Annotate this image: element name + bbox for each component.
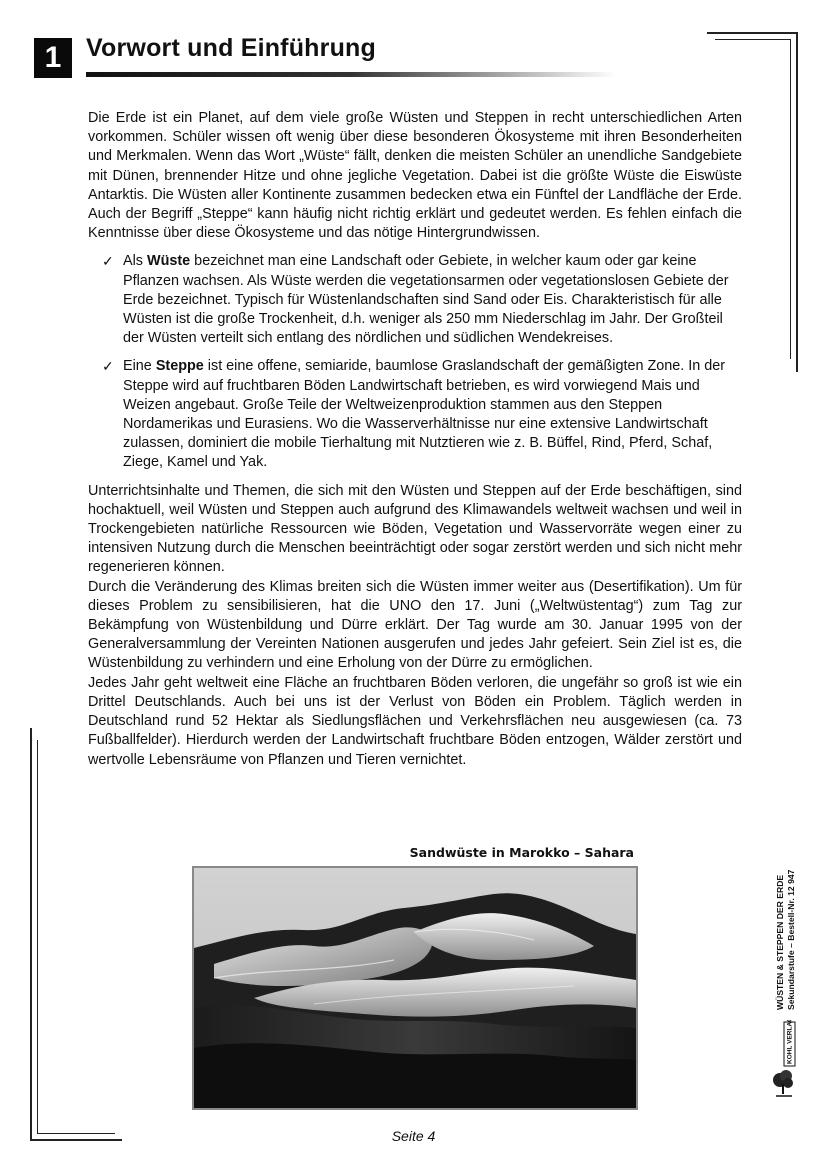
frame-top-right-horizontal-inner (715, 39, 791, 40)
checkmark-icon: ✓ (102, 358, 114, 375)
publisher-name: KOHL VERLAG (786, 1020, 794, 1064)
checkmark-icon: ✓ (102, 253, 114, 270)
publisher-logo (770, 1020, 800, 1100)
figure-caption: Sandwüste in Marokko – Sahara (409, 845, 634, 860)
desert-photo (192, 866, 638, 1110)
sidebar-imprint (775, 810, 797, 1010)
title-underline (86, 72, 616, 77)
definition-item-steppe (88, 357, 742, 472)
frame-top-right-horizontal (707, 32, 797, 34)
tree-logo-icon (770, 1020, 800, 1100)
main-text (88, 109, 742, 770)
definition-item-wueste (88, 252, 742, 348)
definition-text: ist eine offene, semiaride, baumlose Graslandschaft der gemäßigten Zone. In der Steppe wird auf fruchtbaren Böden Landwirtschaft betrieben, es wird vorwiegend Mais und Weizen angebaut. Große Teile der Weltweizenproduktion stammen aus den Steppen Nordamerikas und Eurasiens. Wo die Wasserverhältnisse nur eine extensive Landwirtschaft zulassen, dominiert die mobile Tierhaltung mit Nutztieren wie z. B. Büffel, Rind, Pferd, Schaf, Ziege, Kamel und Yak. (123, 358, 726, 471)
sidebar-order-number: Sekundarstufe – Bestell-Nr. 12 947 (786, 869, 796, 1010)
definition-list (88, 252, 742, 472)
intro-paragraph: Die Erde ist ein Planet, auf dem viele große Wüsten und Steppen in recht unterschiedlichen Arten vorkommen. Schüler wissen oft wenig über diese besonderen Ökosysteme mit ihren Besonderheiten und Merkmalen. Wenn das Wort „Wüste“ fällt, denken die meisten Schüler an unendliche Sandgebiete mit Dünen, brennender Hitze und ohne jegliche Vegetation. Dabei ist die größte Wüste die Eiswüste Antarktis. Die Wüsten aller Kontinente zusammen bedecken etwa ein Fünftel der Landfläche der Erde. Auch der Begriff „Steppe“ kann häufig nicht richtig erklärt und gedeutet werden. Es fehlen einfach die Kenntnisse über diese Ökosysteme und das nötige Hintergrundwissen. (88, 110, 742, 242)
frame-right-vertical-inner (790, 39, 791, 359)
body-paragraph: Durch die Veränderung des Klimas breiten sich die Wüsten immer weiter aus (Desertifikation). Um für dieses Problem zu sensibilisieren, hat die UNO den 17. Juni („Weltwüstentag“) zum Tag zur Bekämpfung von Wüstenbildung und Dürre erklärt. Der Tag wurde am 30. Januar 1995 von der Generalversammlung der Vereinten Nationen ausgerufen und jedes Jahr gefeiert. Sein Ziel ist es, die Wüstenbildung zu verhindern und eine Erholung von der Dürre zu ermöglichen. (88, 578, 742, 672)
frame-bottom-left-vertical-inner (37, 740, 38, 1134)
definition-term: Steppe (155, 358, 204, 375)
desert-dunes-illustration (194, 868, 636, 1108)
definition-text-before: Eine (123, 358, 156, 375)
frame-right-vertical (796, 32, 798, 372)
definition-text-before: Als (123, 253, 147, 270)
chapter-number-badge: 1 (34, 38, 72, 78)
definition-text: bezeichnet man eine Landschaft oder Gebiete, in welcher kaum oder gar keine Pflanzen wachsen. Als Wüste werden die vegetationsarmen oder vegetationslosen Gebiete der Erde bezeichnet. Typisch für Wüstenlandschaften sind Sand oder Eis. Charakteristisch für alle Wüsten ist die große Trockenheit, d.h. weniger als 250 mm Niederschlag im Jahr. Der Großteil der Wüsten verteilt sich entlang des nördlichen und südlichen Wendekreises. (123, 253, 729, 347)
body-paragraph: Unterrichtsinhalte und Themen, die sich mit den Wüsten und Steppen auf der Erde beschäftigen, sind hochaktuell, weil Wüsten und Steppen auch aufgrund des Klimawandels weltweit wachsen und weil in Trockengebieten natürliche Ressourcen wie Böden, Vegetation und Wasservorräte wegen einer zu intensiven Nutzung durch die Menschen beeinträchtigt oder sogar zerstört werden und sich nicht mehr regenerieren können. (88, 482, 742, 576)
body-paragraph: Jedes Jahr geht weltweit eine Fläche an fruchtbaren Böden verloren, die ungefähr so groß ist wie ein Drittel Deutschlands. Auch bei uns ist der Verlust von Böden ein Problem. Täglich werden in Deutschland rund 52 Hektar als Siedlungsflächen und Verkehrsflächen neu ausgewiesen (ca. 73 Fußballfelder). Hierdurch werden der Landwirtschaft fruchtbare Böden entzogen, Wälder zerstört und wertvolle Lebensräume von Pflanzen und Tieren vernichtet. (88, 674, 742, 768)
page-title: Vorwort und Einführung (86, 34, 376, 62)
frame-bottom-left-vertical (30, 728, 32, 1140)
page-number: Seite 4 (391, 1128, 436, 1144)
definition-term: Wüste (147, 253, 191, 270)
sidebar-series-title: WÜSTEN & STEPPEN DER ERDE (775, 874, 785, 1010)
